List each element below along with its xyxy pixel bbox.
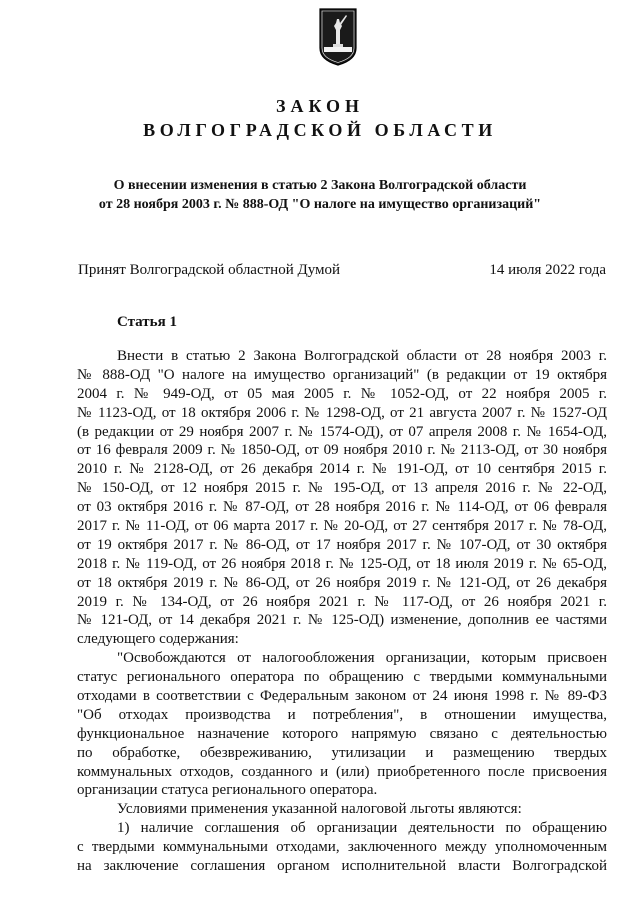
adopted-by: Принят Волгоградской областной Думой	[78, 262, 341, 278]
volgograd-coat-of-arms-icon	[319, 8, 357, 66]
subtitle-line: от 28 ноября 2003 г. № 888-ОД "О налоге на имущество организаций"	[98, 197, 542, 212]
body-line: 1) наличие соглашения об организации деятельности по обращению	[117, 820, 607, 837]
body-line: на заключение соглашения органом исполнительной власти Волгоградской	[77, 858, 607, 875]
law-title: ЗАКОН	[275, 96, 365, 116]
body-line: № 888-ОД "О налоге на имущество организаций" (в редакции от 19 октября	[77, 366, 607, 383]
body-line: 2019 г. № 134-ОД, от 26 ноября 2021 г. № 117-ОД, от 26 ноября 2021 г.	[77, 593, 607, 610]
body-line: "Об отходах производства и потребления", в отношении имущества,	[77, 706, 607, 723]
body-line: по обработке, обезвреживанию, утилизации и размещению твердых	[77, 744, 607, 761]
body-line: отходами в соответствии с Федеральным законом от 24 июня 1998 г. № 89-ФЗ	[77, 688, 607, 705]
body-line: функциональное назначение которого напрямую связано с деятельностью	[77, 725, 607, 742]
body-line: от 18 октября 2019 г. № 86-ОД, от 26 ноября 2019 г. № 121-ОД, от 26 декабря	[77, 574, 607, 591]
body-line: 2018 г. № 119-ОД, от 26 ноября 2018 г. № 125-ОД, от 18 июля 2019 г. № 65-ОД,	[77, 555, 607, 572]
body-line: от 19 октября 2017 г. № 86-ОД, от 17 ноября 2017 г. № 107-ОД, от 30 октября	[77, 536, 607, 553]
subtitle-line: О внесении изменения в статью 2 Закона Волгоградской области	[113, 178, 527, 193]
body-line: "Освобождаются от налогообложения организации, которым присвоен	[117, 650, 607, 667]
article-body	[77, 347, 607, 876]
law-subtitle	[60, 176, 580, 214]
body-line: организации статуса регионального оператора.	[77, 782, 378, 799]
article-heading: Статья 1	[117, 314, 177, 330]
body-line: 2004 г. № 949-ОД, от 05 мая 2005 г. № 1052-ОД, от 22 ноября 2005 г.	[77, 385, 607, 402]
body-line: (в редакции от 29 ноября 2007 г. № 1574-ОД), от 07 апреля 2008 г. № 1654-ОД,	[77, 423, 607, 440]
body-line: № 121-ОД, от 14 декабря 2021 г. № 125-ОД) изменение, дополнив ее частями	[77, 612, 607, 629]
body-line: № 1123-ОД, от 18 октября 2006 г. № 1298-ОД, от 21 августа 2007 г. № 1527-ОД	[77, 404, 607, 421]
body-line: № 150-ОД, от 12 ноября 2015 г. № 195-ОД, от 13 апреля 2016 г. № 22-ОД,	[77, 480, 607, 497]
body-line: Внести в статью 2 Закона Волгоградской области от 28 ноября 2003 г.	[117, 348, 607, 364]
adopted-date: 14 июля 2022 года	[489, 262, 606, 278]
body-line: от 16 февраля 2009 г. № 1850-ОД, от 09 ноября 2010 г. № 2113-ОД, от 30 ноября	[77, 442, 607, 459]
region-title: ВОЛГОГРАДСКОЙ ОБЛАСТИ	[143, 120, 497, 140]
body-line: коммунальных отходов, созданного и (или) приобретенного после присвоения	[77, 763, 607, 780]
body-line: следующего содержания:	[77, 631, 239, 648]
body-line: 2010 г. № 2128-ОД, от 26 декабря 2014 г. № 191-ОД, от 10 сентября 2015 г.	[77, 461, 607, 478]
body-line: 2017 г. № 11-ОД, от 06 марта 2017 г. № 20-ОД, от 27 сентября 2017 г. № 78-ОД,	[77, 518, 607, 535]
body-line: статус регионального оператора по обращению с твердыми коммунальными	[77, 669, 607, 686]
body-line: Условиями применения указанной налоговой льготы являются:	[117, 801, 522, 818]
body-line: от 03 октября 2016 г. № 87-ОД, от 28 ноября 2016 г. № 114-ОД, от 06 февраля	[77, 499, 607, 516]
body-line: с твердыми коммунальными отходами, заключенного между уполномоченным	[77, 839, 607, 856]
